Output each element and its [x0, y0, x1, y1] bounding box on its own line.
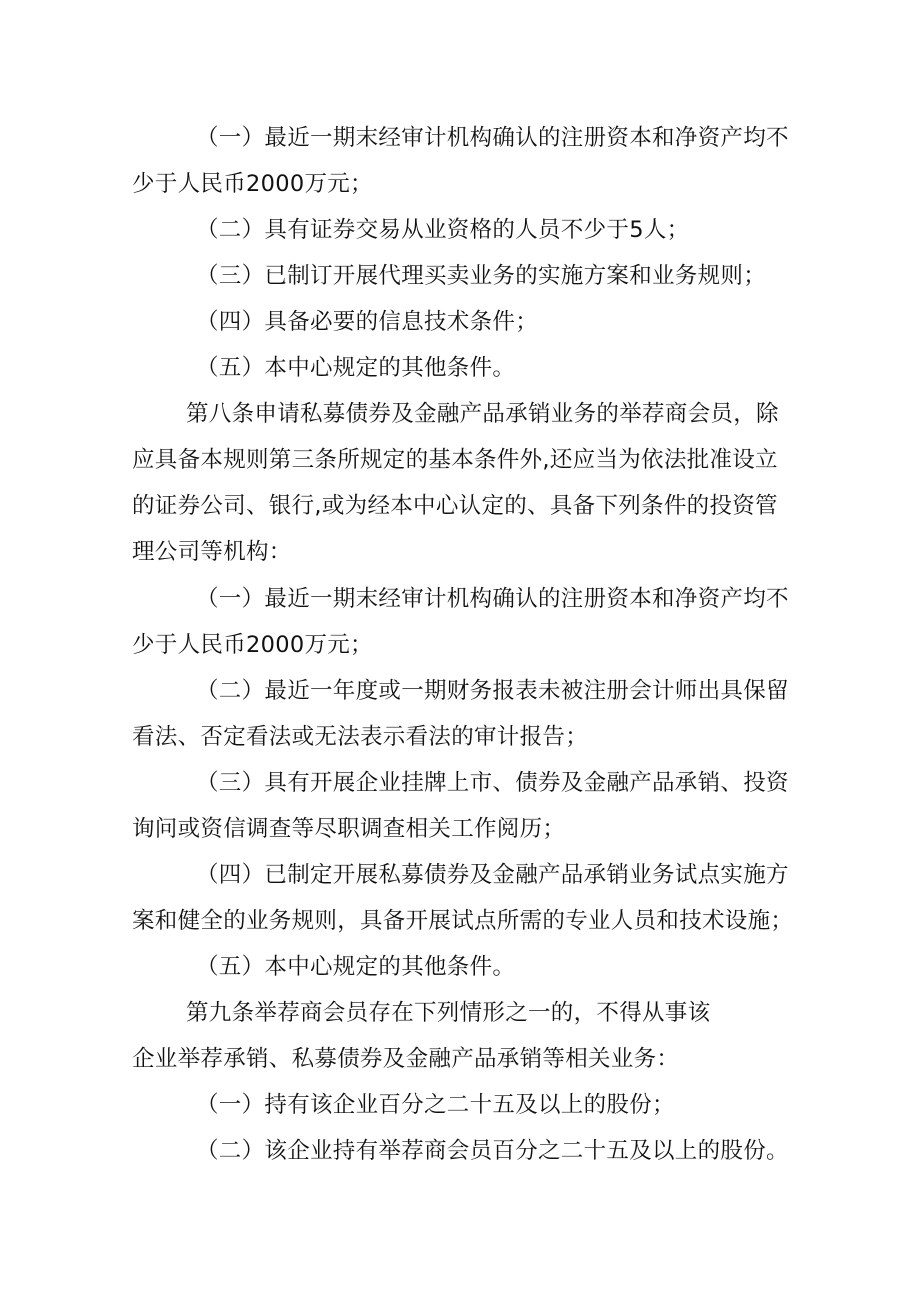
- text-line: （一）持有该企业百分之二十五及以上的股份；: [196, 1092, 675, 1118]
- text-line: （三）已制订开展代理买卖业务的实施方案和业务规则；: [196, 263, 767, 289]
- text-line: 少于人民币2000万元；: [132, 632, 373, 658]
- text-line: 看法、否定看法或无法表示看法的审计报告；: [132, 724, 589, 750]
- text-line: 案和健全的业务规则，具备开展试点所需的专业人员和技术设施；: [132, 908, 794, 934]
- text-line: 询问或资信调查等尽职调查相关工作阅历；: [132, 816, 566, 842]
- text-line: （三）具有开展企业挂牌上市、债券及金融产品承销、投资: [196, 770, 789, 796]
- text-line: （四）已制定开展私募债券及金融产品承销业务试点实施方: [196, 862, 789, 888]
- text-line: 的证券公司、银行,或为经本中心认定的、具备下列条件的投资管: [132, 493, 778, 519]
- text-line: （五）本中心规定的其他条件。: [196, 954, 516, 980]
- text-line: 少于人民币2000万元；: [132, 171, 373, 197]
- text-line: 理公司等机构：: [132, 539, 292, 565]
- text-line: 应具备本规则第三条所规定的基本条件外,还应当为依法批准设立: [132, 447, 778, 473]
- text-line: （四）具备必要的信息技术条件；: [196, 309, 539, 335]
- text-line: （二）具有证券交易从业资格的人员不少于5人；: [196, 217, 690, 243]
- text-line: 第八条申请私募债券及金融产品承销业务的举荐商会员，除: [186, 401, 779, 427]
- text-line: 第九条举荐商会员存在下列情形之一的，不得从事该: [186, 1000, 711, 1026]
- text-line: （一）最近一期末经审计机构确认的注册资本和净资产均不: [196, 586, 789, 612]
- text-line: （五）本中心规定的其他条件。: [196, 355, 516, 381]
- text-line: （二）最近一年度或一期财务报表未被注册会计师出具保留: [196, 678, 789, 704]
- text-line: 企业举荐承销、私募债券及金融产品承销等相关业务：: [132, 1046, 680, 1072]
- text-line: （一）最近一期末经审计机构确认的注册资本和净资产均不: [196, 125, 789, 151]
- text-line: （二）该企业持有举荐商会员百分之二十五及以上的股份。: [196, 1138, 789, 1164]
